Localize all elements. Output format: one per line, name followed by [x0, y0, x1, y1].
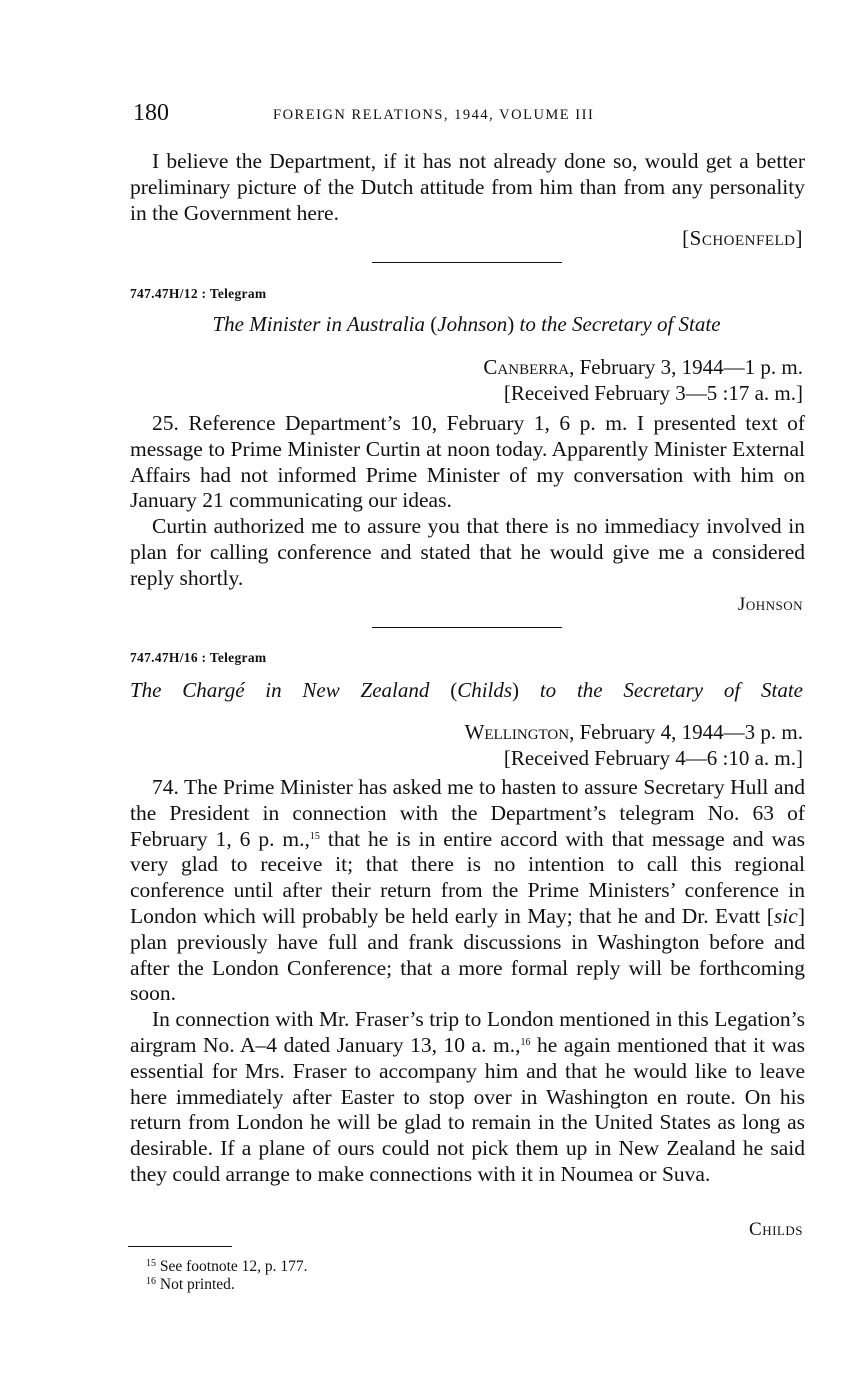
- body-paragraph: In connection with Mr. Fraser’s trip to London mentioned in this Legation’s airgram No. A–4 dated January 13, 10 a. m.,$^{16}$ he again mentioned that it was essential for Mrs. Fraser to accompany him and that he would like to leave here immediately after Easter to stop over in Washington en route. On his return from London he will be glad to remain in the United States as long as desirable. If a plane of ours could not pick them up in New Zealand he said they could arrange to make connections with it in Noumea or Suva.: [130, 1007, 805, 1186]
- document-title: The Chargé in New Zealand (Childs) to the Secretary of State: [130, 678, 803, 702]
- running-head: FOREIGN RELATIONS, 1944, VOLUME III: [273, 107, 595, 123]
- page-header: [133, 100, 805, 134]
- file-reference: 747.47H/16 : Telegram: [130, 650, 267, 665]
- dateline-place: Canberra: [483, 355, 570, 379]
- telegram-body: [130, 411, 805, 592]
- file-reference: 747.47H/12 : Telegram: [130, 286, 267, 301]
- footnote-marker: 16: [520, 1036, 531, 1048]
- dateline: Wellington, February 4, 1944—3 p. m.: [464, 720, 803, 744]
- signature-schoenfeld: [Schoenfeld]: [682, 226, 803, 250]
- signature-johnson: Johnson: [737, 594, 803, 615]
- footnote-marker: 15: [309, 830, 320, 842]
- telegram-body: [130, 775, 805, 1188]
- section-divider: [372, 262, 562, 263]
- section-divider: [372, 627, 562, 628]
- dateline: Canberra, February 3, 1944—1 p. m.: [483, 355, 803, 379]
- footnote: $^{15}$ See footnote 12, p. 177.: [146, 1258, 308, 1275]
- dateline-place: Wellington: [464, 720, 570, 744]
- signature-childs: Childs: [749, 1219, 803, 1240]
- received-line: [Received February 3—5 :17 a. m.]: [503, 381, 803, 405]
- received-line: [Received February 4—6 :10 a. m.]: [503, 746, 803, 770]
- footnote-rule: [128, 1246, 232, 1247]
- body-paragraph: Curtin authorized me to assure you that there is no immediacy involved in plan for calling conference and stated that he would give me a considered reply shortly.: [130, 514, 805, 590]
- body-paragraph: 25. Reference Department’s 10, February 1, 6 p. m. I presented text of message to Prime Minister Curtin at noon today. Apparently Minister External Affairs had not informed Prime Minister of my conversation with him on January 21 communicating our ideas.: [130, 411, 805, 513]
- previous-telegram-body: [130, 149, 805, 226]
- body-paragraph: I believe the Department, if it has not already done so, would get a better preliminary picture of the Dutch attitude from him than from any personality in the Government here.: [130, 149, 805, 225]
- footnote: $^{16}$ Not printed.: [146, 1276, 235, 1293]
- document-title: The Minister in Australia (Johnson) to the Secretary of State: [212, 312, 721, 336]
- body-paragraph: 74. The Prime Minister has asked me to hasten to assure Secretary Hull and the President in connection with the Department’s telegram No. 63 of February 1, 6 p. m.,$^{15}$ that he is in entire accord with that message and was very glad to receive it; that there is no intention to call this regional conference until after their return from the Prime Ministers’ conference in London which will probably be held early in May; that he and Dr. Evatt [sic] plan previously have full and frank discussions in Washington before and after the London Conference; that a more formal reply will be forthcoming soon.: [130, 775, 805, 1006]
- page-number: 180: [133, 100, 169, 126]
